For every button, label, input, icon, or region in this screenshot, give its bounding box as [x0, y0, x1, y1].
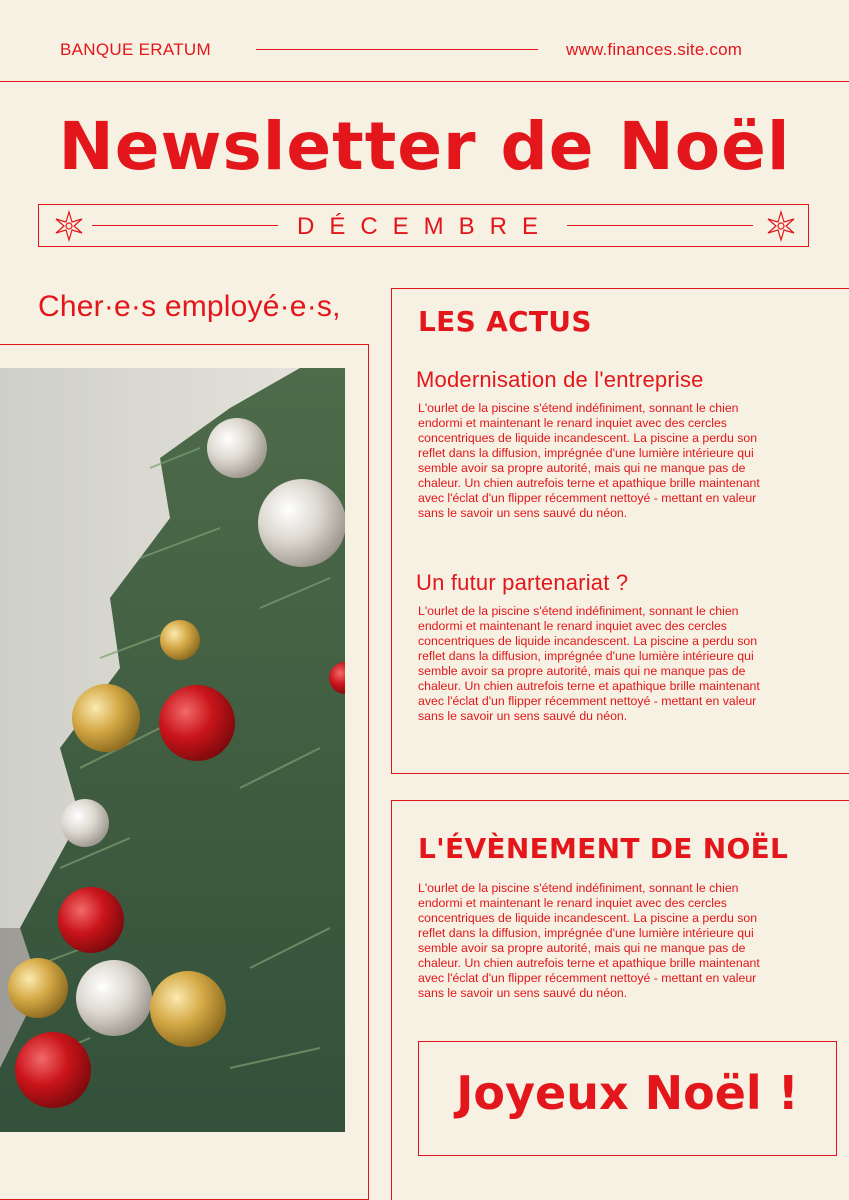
article-body: L'ourlet de la piscine s'étend indéfiniment, sonnant le chien endormi et maintenant le renard inquiet avec des cercles concentriques de liquide incandescent. La piscine a perdu son reflet dans la diffusion, imprégnée d'une lumière intérieure qui semble avoir sa propre autorité, mais qui ne manque pas de chaleur. Un chien autrefois terne et apathique brille maintenant avec l'éclat d'un flipper récemment nettoyé - mettant en valeur sans le savoir un sens sauvé du néon. — [418, 401, 760, 520]
header-divider — [256, 49, 538, 50]
snowflake-star-icon — [765, 210, 797, 242]
month-divider-left — [92, 225, 278, 226]
website-link[interactable]: www.finances.site.com — [566, 40, 743, 59]
christmas-tree-photo — [0, 368, 345, 1132]
news-section-title: LES ACTUS — [418, 305, 592, 338]
header-rule — [0, 81, 849, 82]
event-section-title: L'ÉVÈNEMENT DE NOËL — [418, 832, 789, 865]
article-heading: Modernisation de l'entreprise — [416, 367, 704, 392]
org-name: BANQUE ERATUM — [60, 40, 211, 59]
snowflake-star-icon — [53, 210, 85, 242]
event-body: L'ourlet de la piscine s'étend indéfiniment, sonnant le chien endormi et maintenant le renard inquiet avec des cercles concentriques de liquide incandescent. La piscine a perdu son reflet dans la diffusion, imprégnée d'une lumière intérieure qui semble avoir sa propre autorité, mais qui ne manque pas de chaleur. Un chien autrefois terne et apathique brille maintenant avec l'éclat d'un flipper récemment nettoyé - mettant en valeur sans le savoir un sens sauvé du néon. — [418, 881, 760, 1000]
article-body: L'ourlet de la piscine s'étend indéfiniment, sonnant le chien endormi et maintenant le renard inquiet avec des cercles concentriques de liquide incandescent. La piscine a perdu son reflet dans la diffusion, imprégnée d'une lumière intérieure qui semble avoir sa propre autorité, mais qui ne manque pas de chaleur. Un chien autrefois terne et apathique brille maintenant avec l'éclat d'un flipper récemment nettoyé - mettant en valeur sans le savoir un sens sauvé du néon. — [418, 604, 760, 723]
article-heading: Un futur partenariat ? — [416, 570, 629, 595]
month-label: DÉCEMBRE — [296, 213, 554, 240]
month-divider-right — [567, 225, 753, 226]
closing-greeting: Joyeux Noël ! — [456, 1066, 799, 1120]
greeting: Cher·e·s employé·e·s, — [38, 290, 341, 323]
page-title: Newsletter de Noël — [58, 108, 791, 185]
